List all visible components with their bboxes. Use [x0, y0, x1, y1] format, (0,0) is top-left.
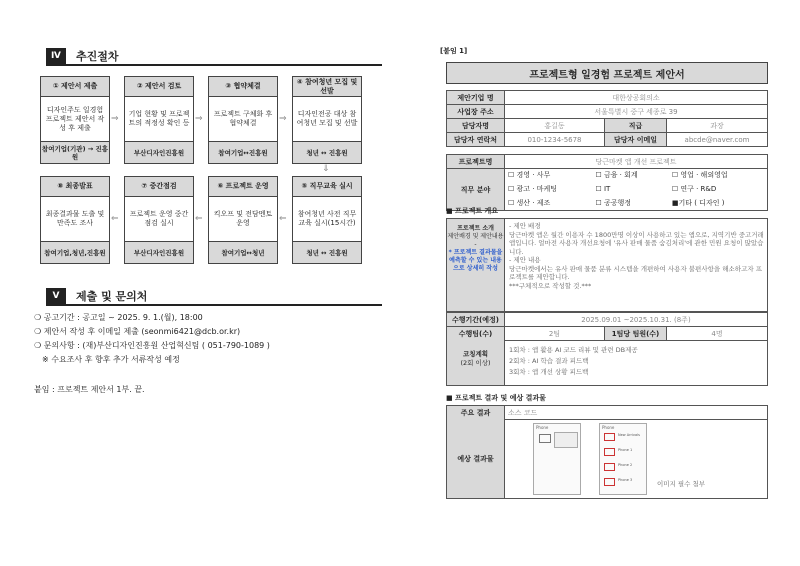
- position-value: 과장: [667, 119, 768, 133]
- manager-value: 홍길동: [505, 119, 605, 133]
- company-label: 제안기업 명: [447, 91, 505, 105]
- info-email: ❍ 제안서 작성 후 이메일 제출 (seonmi6421@dcb.or.kr): [34, 327, 241, 336]
- members-label: 수행팀(수): [447, 327, 505, 341]
- arrow-left-3: ⇐: [279, 214, 287, 224]
- field-option[interactable]: ☐ 금융 · 회계: [592, 169, 668, 183]
- section4-title: 추진절차: [76, 50, 119, 63]
- schedule-table: [446, 312, 768, 341]
- expected-result-box: [446, 419, 768, 499]
- intro-text-line: ***구체적으로 작성할 것.***: [509, 281, 592, 290]
- result-heading: ■ 프로젝트 결과 및 예상 결과물: [446, 394, 546, 402]
- image-placeholder-icon: [604, 463, 615, 471]
- step-2-title: ② 제안서 검토: [125, 77, 193, 97]
- step-3: [208, 76, 278, 164]
- email-label: 담당자 이메일: [605, 133, 667, 147]
- step-3-desc: 프로젝트 구체화 후 협약체결: [213, 110, 273, 127]
- intro-text-line: - 제안 배경: [509, 222, 541, 230]
- step-1-actor: 참여기업(기관) → 진흥원: [41, 141, 109, 163]
- step-7-desc: 프로젝트 운영 중간점검 실시: [129, 210, 189, 227]
- section4-underline: [46, 64, 382, 66]
- step-1-title: ① 제안서 제출: [41, 77, 109, 97]
- coaching-item: 3회차 : 앱 개선 상황 피드백: [509, 368, 589, 376]
- main-result-value: 소스 코드: [505, 406, 768, 420]
- intro-label-title: 프로젝트 소개: [457, 225, 494, 232]
- step-6-title: ⑥ 프로젝트 운영: [209, 177, 277, 197]
- step-6: [208, 176, 278, 264]
- arrow-down: ⇓: [322, 164, 330, 174]
- field-option[interactable]: ☐ IT: [595, 185, 611, 193]
- overview-heading: ■ 프로젝트 개요: [446, 207, 499, 215]
- coaching-box: [446, 340, 768, 386]
- image-placeholder-icon: [604, 478, 615, 486]
- step-7: [124, 176, 194, 264]
- team-value: 4명: [667, 327, 768, 341]
- intro-label-sub: 제안배경 및 제안내용 -: [447, 233, 504, 248]
- info-note: ※ 수요조사 후 향후 추가 서류작성 예정: [42, 355, 180, 364]
- mockup-screen-2: [599, 423, 647, 495]
- step-5-title: ⑤ 직무교육 실시: [293, 177, 361, 197]
- field-option[interactable]: ☐ 광고 · 마케팅: [505, 183, 593, 197]
- list-label: Phone 3: [618, 478, 633, 482]
- step-8-title: ⑧ 최종발표: [41, 177, 109, 197]
- image-note: 이미지 필수 첨부: [657, 480, 706, 488]
- arrow-right-2: ⇒: [195, 114, 203, 124]
- phone-label: 담당자 연락처: [447, 133, 505, 147]
- intro-label-hint: * 프로젝트 결과물을 예측할 수 있는 내용으로 상세히 작성: [448, 249, 503, 272]
- project-value: 당근마켓 앱 개선 프로젝트: [505, 155, 768, 169]
- position-label: 직급: [605, 119, 667, 133]
- field-option[interactable]: ☐ 생산 · 제조: [505, 197, 593, 211]
- main-result-label: 주요 결과: [447, 406, 505, 420]
- field-label: 직무 분야: [447, 169, 505, 211]
- overview-box: [446, 218, 768, 312]
- period-label: 수행기간(예정): [447, 313, 505, 327]
- phone-value: 010-1234-5678: [505, 133, 605, 147]
- step-2-desc: 기업 현황 및 프로젝트의 적정성 확인 등: [128, 110, 190, 127]
- intro-text-line: - 제안 내용: [509, 256, 541, 264]
- field-option[interactable]: ☐ 공공행정: [592, 197, 668, 211]
- company-value: 대한상공회의소: [505, 91, 768, 105]
- step-2: [124, 76, 194, 164]
- section5-number: Ⅴ: [46, 288, 66, 304]
- step-8-actor: 참여기업,청년,진흥원: [41, 241, 109, 263]
- mockup-screen-1: [533, 423, 581, 495]
- project-table: [446, 154, 768, 211]
- coaching-label: [447, 340, 505, 385]
- step-3-title: ③ 협약체결: [209, 77, 277, 97]
- expected-label: 예상 결과물: [447, 419, 505, 498]
- step-6-actor: 참여기업↔청년: [209, 241, 277, 263]
- result-table: [446, 405, 768, 420]
- step-1: [40, 76, 110, 164]
- members-value: 2팀: [505, 327, 605, 341]
- attachment-tag: [붙임 1]: [440, 47, 468, 55]
- form-title: 프로젝트형 일경험 프로젝트 제안서: [446, 62, 768, 84]
- project-label: 프로젝트명: [447, 155, 505, 169]
- intro-text-line: 당근마켓 앱은 월간 이용자 수 1800만명 이상이 사용하고 있는 앱으로, 지역기반 중고거래 앱입니다. 얼마전 사용자 개선요청에 '유사 판매 물품 숨김처리'에 관한 민원 요청이 많았습니다.: [509, 230, 764, 256]
- coaching-label-title: 코칭계획: [462, 350, 489, 358]
- image-placeholder-icon: [604, 448, 615, 456]
- field-option[interactable]: ☐ 영업 · 해외영업: [669, 169, 768, 183]
- mockup-title: Phone: [536, 425, 549, 430]
- list-label: Phone 1: [618, 448, 633, 452]
- coaching-label-sub: (2회 이상): [460, 359, 491, 367]
- info-contact: ❍ 문의사항 : (재)부산디자인진흥원 산업혁신팀 ( 051-790-1089 ): [34, 341, 270, 350]
- step-6-desc: 킥오프 및 전담멘토 운영: [213, 210, 273, 227]
- intro-label: [447, 219, 505, 311]
- coaching-item: 1회차 : 앱 활용 AI 코드 리뷰 및 관련 DB제공: [509, 346, 638, 354]
- section4-header: [46, 48, 119, 64]
- step-5-desc: 참여청년 사전 직무교육 실시(15시간): [297, 210, 357, 227]
- coaching-item: 2회차 : AI 학습 결과 피드백: [509, 357, 589, 365]
- field-option-selected[interactable]: ■기타 ( 디자인 ): [669, 197, 768, 211]
- address-label: 사업장 주소: [447, 105, 505, 119]
- section5-underline: [46, 304, 382, 306]
- image-placeholder-icon: [604, 433, 615, 441]
- step-5-actor: 청년 ↔ 진흥원: [293, 241, 361, 263]
- arrow-left-2: ⇐: [195, 214, 203, 224]
- step-1-desc: 디자인주도 일경험 프로젝트 제안서 작성 후 제출: [45, 105, 105, 132]
- company-table: [446, 90, 768, 147]
- section5-header: [46, 288, 147, 304]
- step-3-actor: 참여기업↔진흥원: [209, 141, 277, 163]
- step-8-desc: 최종결과물 도출 및 만족도 조사: [45, 210, 105, 227]
- arrow-left-1: ⇐: [111, 214, 119, 224]
- address-value: 서울특별시 중구 세종로 39: [505, 105, 768, 119]
- step-4-actor: 청년 ↔ 진흥원: [293, 141, 361, 163]
- mockup-title: Phone: [602, 425, 615, 430]
- coaching-list: [509, 345, 638, 378]
- period-value: 2025.09.01 ~2025.10.31. (8주): [505, 313, 768, 327]
- list-label: New Arrivals: [618, 433, 640, 437]
- info-period: ❍ 공고기간 : 공고일 ~ 2025. 9. 1.(월), 18:00: [34, 313, 203, 322]
- field-option[interactable]: ☐ 경영 · 사무: [505, 169, 593, 183]
- image-placeholder-icon: [539, 434, 551, 443]
- step-7-actor: 부산디자인진흥원: [125, 241, 193, 263]
- intro-text: [509, 222, 765, 290]
- manager-label: 담당자명: [447, 119, 505, 133]
- step-4: [292, 76, 362, 164]
- step-4-desc: 디자인전공 대상 참여청년 모집 및 선발: [296, 110, 358, 127]
- step-8: [40, 176, 110, 264]
- section5-title: 제출 및 문의처: [76, 290, 148, 303]
- step-4-title: ④ 참여청년 모집 및 선발: [293, 77, 361, 97]
- field-option[interactable]: ☐ 연구 · R&D: [669, 183, 768, 197]
- email-value: abcde@naver.com: [667, 133, 768, 147]
- step-2-actor: 부산디자인진흥원: [125, 141, 193, 163]
- arrow-right-1: ⇒: [111, 114, 119, 124]
- attachment-note: 붙임 : 프로젝트 제안서 1부. 끝.: [34, 385, 145, 394]
- section4-number: Ⅳ: [46, 48, 66, 64]
- intro-text-line: 당근마켓에서는 유사 판매 물품 분류 시스템을 개편하여 사용자 불편사항을 해소하고자 프로젝트를 제안합니다.: [509, 264, 762, 281]
- step-5: [292, 176, 362, 264]
- step-7-title: ⑦ 중간점검: [125, 177, 193, 197]
- mockup-card: [554, 432, 578, 448]
- list-label: Phone 2: [618, 463, 633, 467]
- team-label: 1팀당 팀원(수): [605, 327, 667, 341]
- arrow-right-3: ⇒: [279, 114, 287, 124]
